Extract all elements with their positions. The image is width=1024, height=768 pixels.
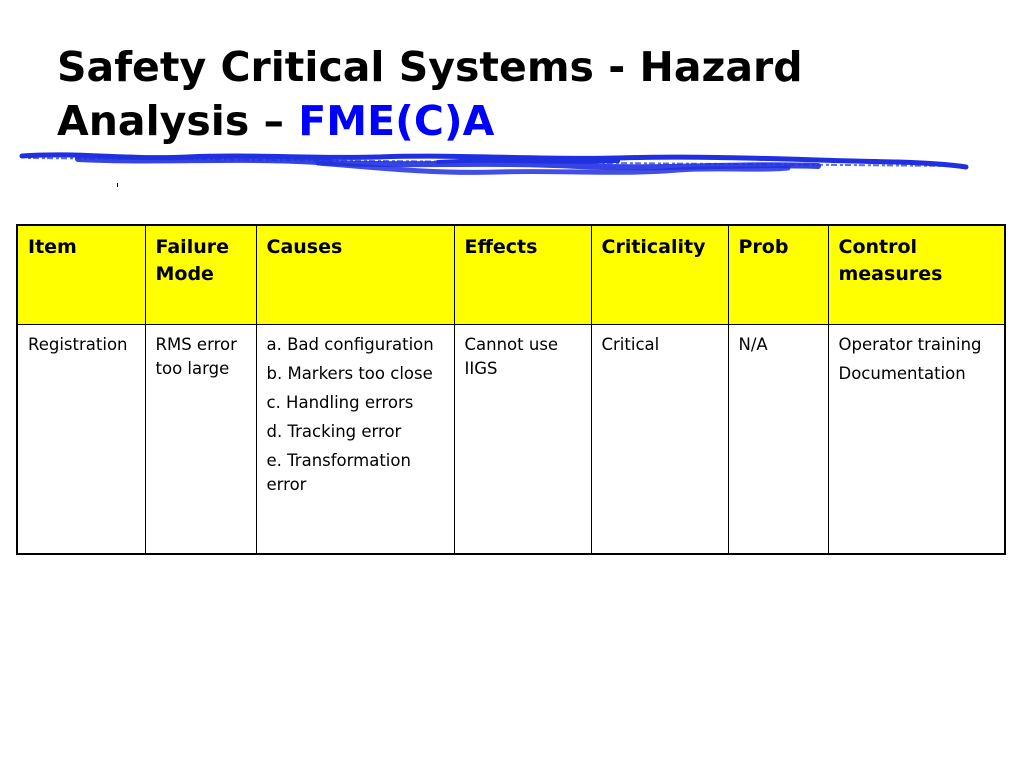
- cause-item: e. Transformation error: [266, 451, 411, 494]
- cell-causes: [256, 325, 454, 555]
- control-measures-list: [839, 333, 995, 386]
- cause-item: b. Markers too close: [266, 364, 433, 383]
- table-header-row: [17, 225, 1005, 325]
- cell-prob: N/A: [728, 325, 828, 555]
- cell-failure-mode: RMS error too large: [145, 325, 256, 555]
- cell-effects: Cannot use IIGS: [454, 325, 591, 555]
- header-criticality: Criticality: [591, 225, 728, 325]
- header-control-measures: Control measures: [828, 225, 1005, 325]
- header-causes: Causes: [256, 225, 454, 325]
- slide-title: [57, 40, 997, 148]
- cause-item: d. Tracking error: [266, 422, 402, 441]
- header-item: Item: [17, 225, 145, 325]
- title-accent: FME(C)A: [298, 97, 495, 145]
- control-measure-item: Operator training: [838, 335, 982, 354]
- cell-control-measures: [828, 325, 1005, 555]
- cell-criticality: Critical: [591, 325, 728, 555]
- cell-item: Registration: [17, 325, 145, 555]
- title-underline-brush: [18, 148, 970, 184]
- causes-list: [267, 333, 444, 497]
- table-row: [17, 325, 1005, 555]
- cause-item: c. Handling errors: [266, 393, 414, 412]
- title-line-2-prefix: Analysis –: [57, 97, 299, 145]
- title-line-1: Safety Critical Systems - Hazard: [57, 43, 803, 91]
- header-failure-mode: Failure Mode: [145, 225, 256, 325]
- header-effects: Effects: [454, 225, 591, 325]
- control-measure-item: Documentation: [838, 364, 966, 383]
- fmeca-table: [16, 224, 1006, 555]
- header-prob: Prob: [728, 225, 828, 325]
- cause-item: a. Bad configuration: [266, 335, 434, 354]
- stray-mark: [117, 183, 118, 187]
